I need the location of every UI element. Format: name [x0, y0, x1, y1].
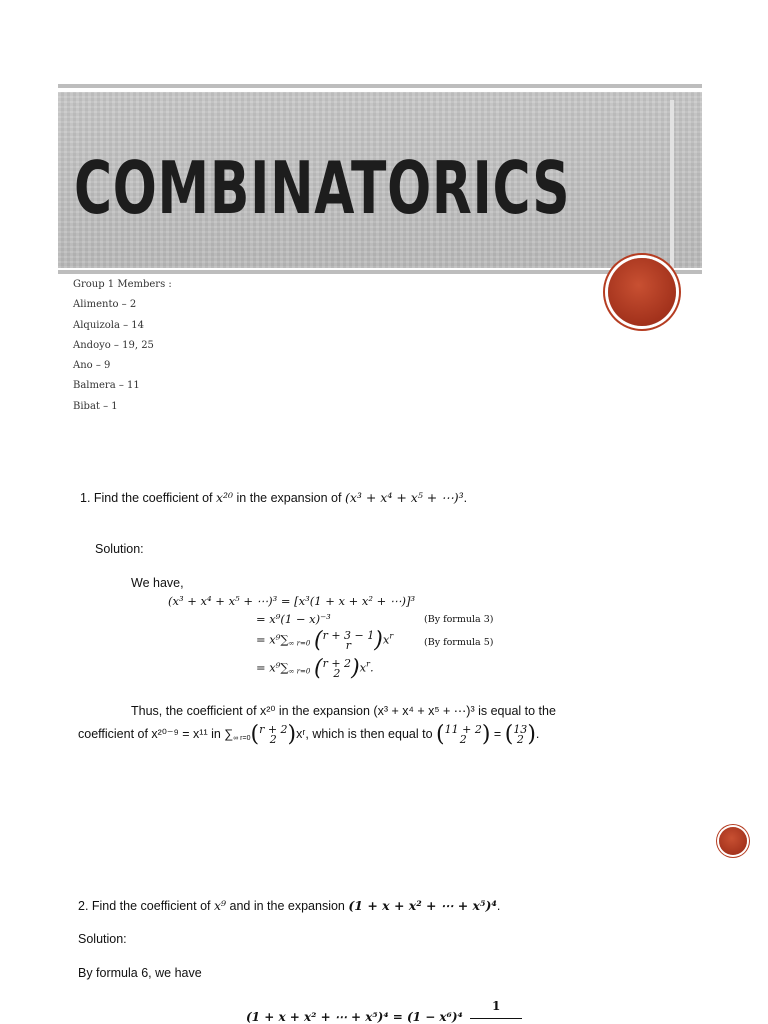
step3-limits: ∞ r=0	[288, 639, 311, 648]
conclusion-equals: =	[493, 726, 502, 741]
step4-binomial	[322, 656, 352, 680]
step3-x: x	[382, 632, 390, 647]
problem2-fraction-numerator: 1	[492, 999, 501, 1013]
problem1-step1: (x³ + x⁴ + x⁵ + ⋯)³ = [x³(1 + x + x² + ⋯)]³	[168, 594, 416, 608]
problem1-term: x²⁰	[215, 490, 234, 505]
conclusion-binomial-3: 13 2	[513, 722, 528, 746]
step3-close-paren: )	[374, 628, 383, 653]
problem2-equation-text: (1 + x + x² + ⋯ + x⁵)⁴ = (1 − x⁶)⁴	[246, 1010, 463, 1024]
step3-exponent: r	[389, 631, 394, 641]
conclusion-text-b: xʳ, which is then equal to	[296, 726, 433, 741]
step4-exponent: r	[366, 659, 370, 669]
problem1-question	[80, 490, 467, 505]
step4-sum: = x⁹∑	[256, 660, 289, 675]
problem2-question-end: .	[496, 899, 501, 913]
step4-open-paren: (	[314, 656, 323, 681]
conclusion-binomial-1: r + 2 2	[259, 722, 288, 746]
step3-binomial-top: r + 3 − 1	[322, 628, 375, 642]
problem1-step4: = x⁹∑∞ r=0 (r + 2 2 )$x^r$.	[256, 656, 374, 681]
problem1-step2: = x⁹(1 − x)⁻³	[256, 612, 331, 626]
problem2-fraction-bar	[470, 1018, 522, 1019]
conclusion-limits: ∞ r=0	[233, 734, 251, 742]
conclusion-binomial-2: 11 + 2 2	[444, 722, 482, 746]
member-item: Ano – 9	[73, 360, 111, 372]
problem2-question	[78, 898, 500, 913]
step3-binomial-bottom: r	[345, 638, 352, 652]
members-list	[73, 278, 172, 420]
problem1-expression: (x³ + x⁴ + x⁵ + ⋯)³	[344, 490, 464, 505]
conclusion-end: .	[535, 726, 540, 741]
title-banner	[58, 84, 702, 278]
problem1-step2-note: (By formula 3)	[424, 614, 494, 625]
problem1-conclusion-line1: Thus, the coefficient of x²⁰ in the expansion (x³ + x⁴ + x⁵ + ⋯)³ is equal to the	[131, 704, 556, 718]
problem2-question-pre: 2. Find the coefficient of	[78, 899, 214, 913]
step3-sum: = x⁹∑	[256, 632, 289, 647]
members-heading: Group 1 Members :	[73, 279, 172, 290]
slide-title: COMBINATORICS	[74, 146, 571, 230]
problem2-question-mid: and in the expansion	[226, 899, 349, 913]
problem1-question-pre: 1. Find the coefficient of	[80, 491, 216, 505]
member-item: Alquizola – 14	[73, 319, 144, 331]
banner-background	[58, 92, 702, 268]
step4-binomial-bottom: 2	[333, 666, 341, 680]
banner-bottom-rule	[58, 270, 702, 274]
problem2-term: x⁹	[213, 898, 227, 913]
step4-close-paren: )	[351, 656, 360, 681]
problem2-solution-label: Solution:	[78, 932, 127, 946]
step3-open-paren: (	[314, 628, 323, 653]
problem2-equation	[246, 1010, 463, 1024]
step3-binomial	[322, 628, 375, 652]
banner-top-rule	[58, 84, 702, 88]
decorative-circle-small	[719, 827, 747, 855]
problem2-expression: (1 + x + x² + ⋯ + x⁵)⁴	[348, 898, 497, 913]
problem1-solution-label: Solution:	[95, 542, 144, 556]
member-item: Balmera – 11	[73, 380, 140, 392]
problem1-step3	[256, 628, 393, 653]
conclusion-text-a: coefficient of x²⁰⁻⁹ = x¹¹ in ∑	[78, 726, 234, 741]
problem1-we-have: We have,	[131, 576, 184, 590]
problem1-question-mid: in the expansion of	[233, 491, 345, 505]
problem1-question-end: .	[463, 491, 468, 505]
step4-binomial-top: r + 2	[322, 656, 352, 670]
problem2-by-formula: By formula 6, we have	[78, 966, 202, 980]
banner-edge	[670, 100, 674, 276]
member-item: Andoyo – 19, 25	[73, 339, 154, 351]
member-item: Alimento – 2	[73, 299, 137, 311]
problem1-step3-note: (By formula 5)	[424, 637, 494, 648]
step4-x: x	[359, 660, 367, 675]
decorative-circle-large	[608, 258, 676, 326]
step4-limits: ∞ r=0	[288, 667, 311, 676]
problem1-conclusion-line2: coefficient of x²⁰⁻⁹ = x¹¹ in ∑∞ r=0(r + 2 2 )xʳ, which is then equal to (11 + 2 2 ) = (13 2 ).	[78, 722, 540, 747]
member-item: Bibat – 1	[73, 400, 118, 412]
